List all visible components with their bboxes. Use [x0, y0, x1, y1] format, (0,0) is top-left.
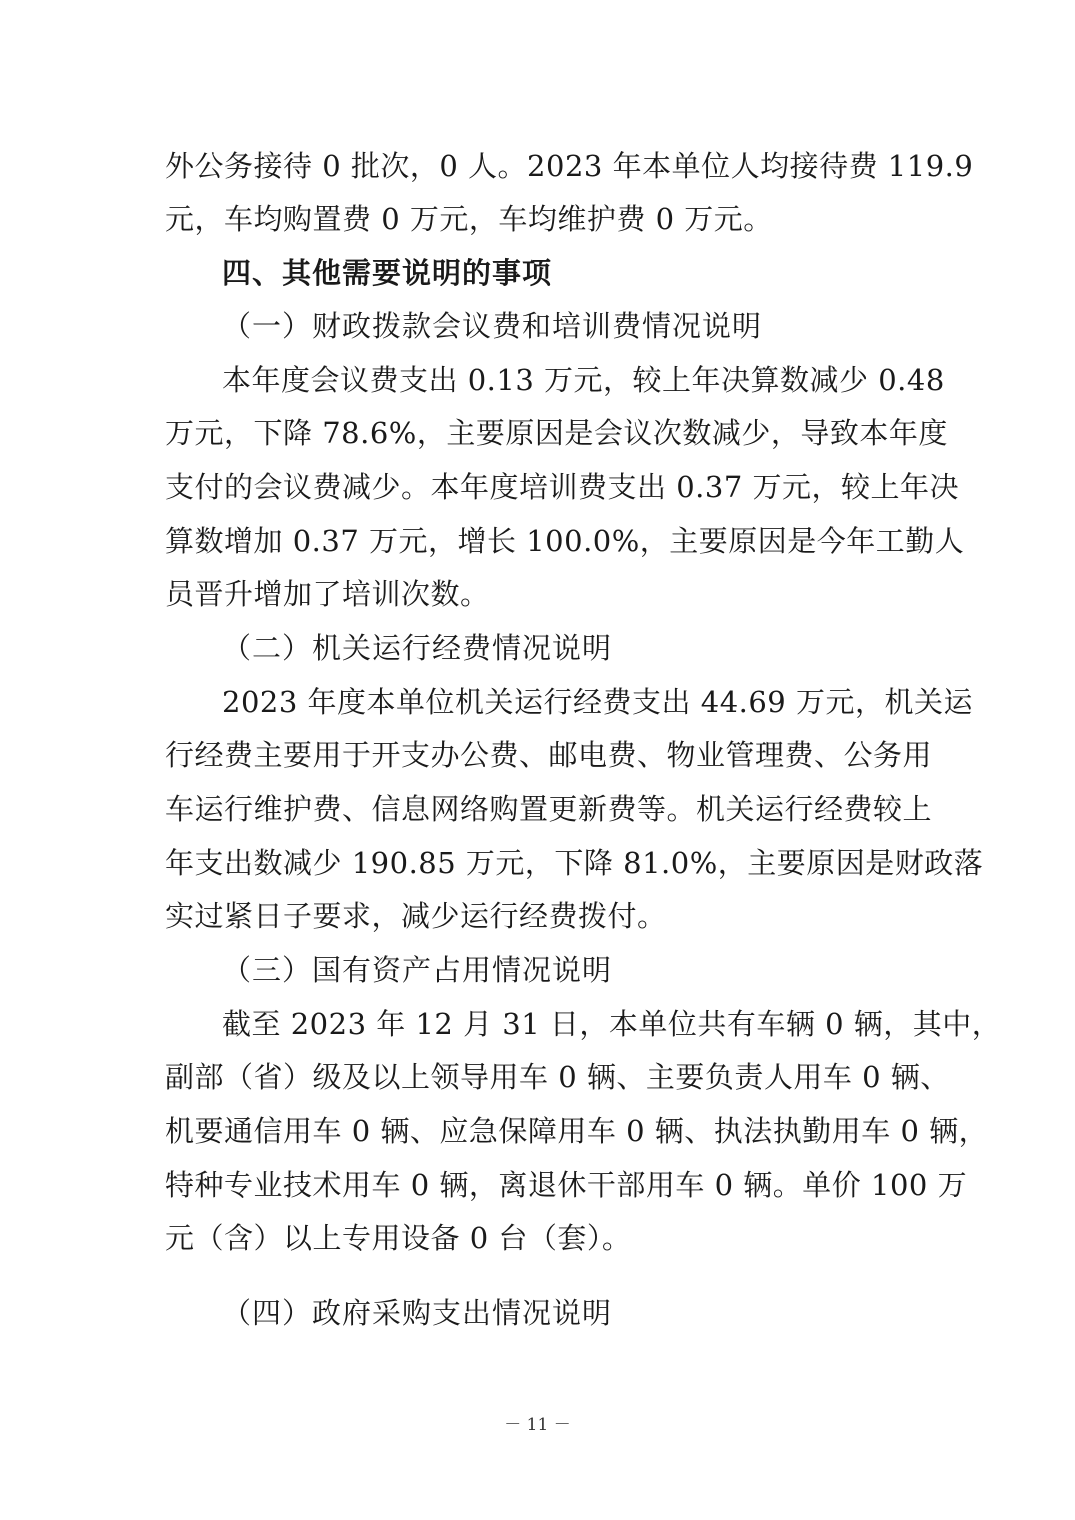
subsection-heading: （四）政府采购支出情况说明 [222, 1296, 613, 1330]
text-line: 行经费主要用于开支办公费、邮电费、物业管理费、公务用 [165, 738, 933, 772]
text-line: 员晋升增加了培训次数。 [165, 577, 490, 611]
text-line: 2023 年度本单位机关运行经费支出 44.69 万元，机关运 [222, 685, 973, 719]
text-line: 外公务接待 0 批次，0 人。2023 年本单位人均接待费 119.9 [165, 149, 974, 183]
subsection-heading: （一）财政拨款会议费和培训费情况说明 [222, 309, 763, 343]
subsection-heading: （三）国有资产占用情况说明 [222, 953, 613, 987]
section-heading: 四、其他需要说明的事项 [222, 256, 553, 290]
text-line: 年支出数减少 190.85 万元，下降 81.0%，主要原因是财政落 [165, 846, 984, 880]
text-line: 万元，下降 78.6%，主要原因是会议次数减少，导致本年度 [165, 416, 948, 450]
text-line: 副部（省）级及以上领导用车 0 辆、主要负责人用车 0 辆、 [165, 1060, 950, 1094]
text-line: 元（含）以上专用设备 0 台（套）。 [165, 1221, 632, 1255]
text-line: 支付的会议费减少。本年度培训费支出 0.37 万元，较上年决 [165, 470, 960, 504]
subsection-heading: （二）机关运行经费情况说明 [222, 631, 613, 665]
page-number: － 11 － [504, 1415, 571, 1435]
text-line: 车运行维护费、信息网络购置更新费等。机关运行经费较上 [165, 792, 933, 826]
text-line: 实过紧日子要求，减少运行经费拨付。 [165, 899, 667, 933]
text-line: 算数增加 0.37 万元，增长 100.0%，主要原因是今年工勤人 [165, 524, 965, 558]
text-line: 特种专业技术用车 0 辆，离退休干部用车 0 辆。单价 100 万 [165, 1168, 968, 1202]
text-line: 元，车均购置费 0 万元，车均维护费 0 万元。 [165, 202, 773, 236]
text-line: 本年度会议费支出 0.13 万元，较上年决算数减少 0.48 [222, 363, 945, 397]
text-line: 机要通信用车 0 辆、应急保障用车 0 辆、执法执勤用车 0 辆， [165, 1114, 989, 1148]
text-line: 截至 2023 年 12 月 31 日，本单位共有车辆 0 辆，其中， [222, 1007, 1002, 1041]
